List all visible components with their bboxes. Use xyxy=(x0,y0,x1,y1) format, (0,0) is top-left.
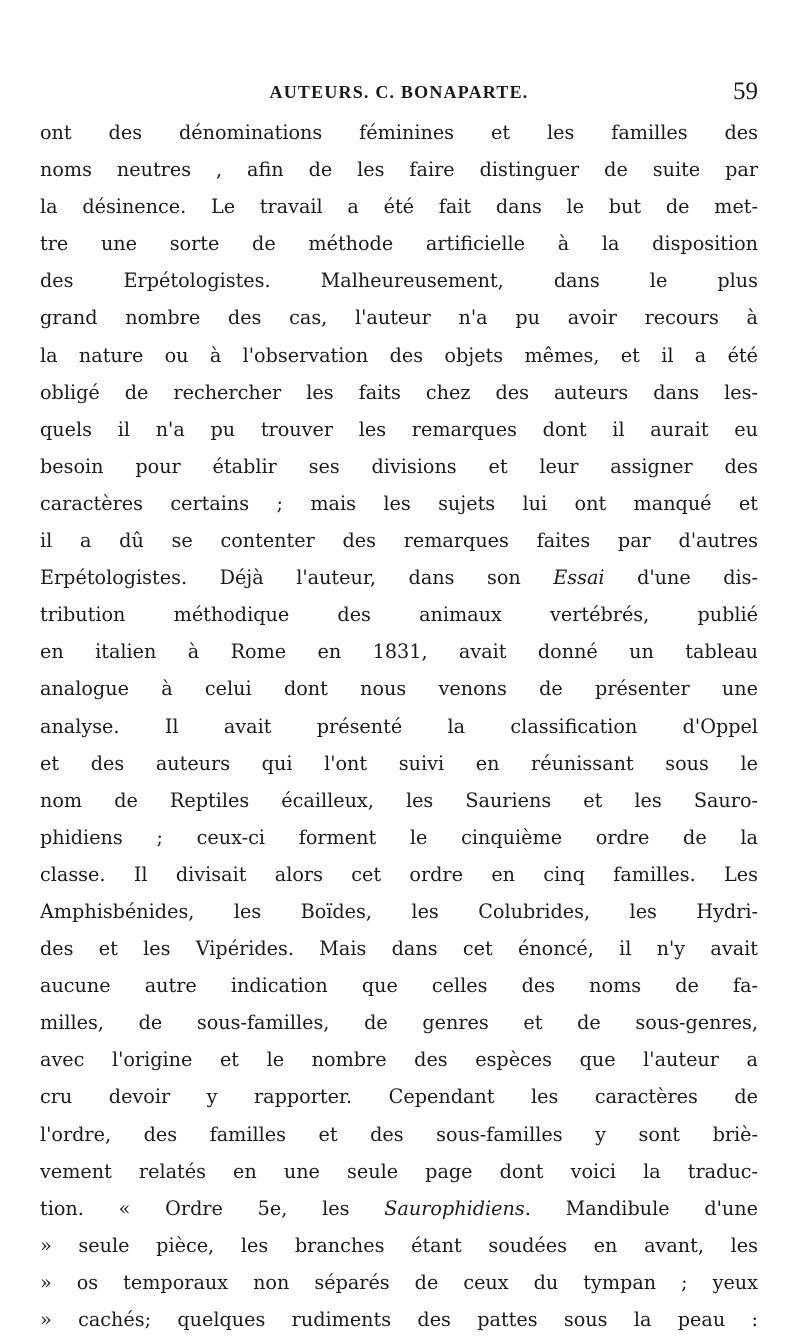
text-line xyxy=(40,1004,758,1041)
text-line-content: des Erpétologistes. Malheureusement, dans le plus xyxy=(40,269,758,293)
text-line xyxy=(40,1153,758,1190)
text-line-content: ont des dénominations féminines et les familles des xyxy=(40,121,758,144)
text-line-content: en italien à Rome en 1831, avait donné un tableau xyxy=(40,640,758,664)
text-line-content: cru devoir y rapporter. Cependant les caractères de xyxy=(40,1085,758,1109)
text-line-content: avec l'origine et le nombre des espèces que l'auteur a xyxy=(40,1048,758,1072)
running-head xyxy=(40,78,758,108)
text-line-content: la désinence. Le travail a été fait dans le but de met- xyxy=(40,195,758,219)
text-line-content: Erpétologistes. Déjà l'auteur, dans son xyxy=(40,566,554,590)
text-line xyxy=(40,1041,758,1078)
body-text xyxy=(40,114,758,1338)
text-line xyxy=(40,1078,758,1115)
text-line-content: la nature ou à l'observation des objets mêmes, et il a été xyxy=(40,343,758,367)
text-line-content: grand nombre des cas, l'auteur n'a pu avoir recours à xyxy=(40,306,758,330)
text-line-content: » cachés; quelques rudiments des pattes sous la peau : xyxy=(40,1308,758,1331)
text-line xyxy=(40,559,758,596)
text-line-content: » seule pièce, les branches étant soudées en avant, les xyxy=(40,1233,758,1257)
text-line xyxy=(40,893,758,930)
text-line xyxy=(40,151,758,188)
text-line-content: phidiens ; ceux-ci forment le cinquième ordre de la xyxy=(40,825,758,849)
text-line xyxy=(40,374,758,411)
text-line-content: besoin pour établir ses divisions et leur assigner des xyxy=(40,454,758,478)
text-line-content: caractères certains ; mais les sujets lui ont manqué et xyxy=(40,491,758,515)
text-line xyxy=(40,225,758,262)
text-line xyxy=(40,448,758,485)
text-line-content: analogue à celui dont nous venons de présenter une xyxy=(40,677,758,701)
text-line xyxy=(40,522,758,559)
text-line-content: obligé de rechercher les faits chez des auteurs dans les- xyxy=(40,380,758,404)
text-line-content: milles, de sous-familles, de genres et de sous-genres, xyxy=(40,1011,758,1035)
text-line xyxy=(40,114,758,151)
text-line xyxy=(40,411,758,448)
text-line xyxy=(40,708,758,745)
italic-title-saurophidiens: Saurophidiens xyxy=(384,1196,525,1220)
text-line xyxy=(40,1301,758,1338)
text-line-content: il a dû se contenter des remarques faites par d'autres xyxy=(40,529,758,553)
italic-title-essai: Essai xyxy=(553,566,605,590)
text-line-content: nom de Reptiles écailleux, les Sauriens et les Sauro- xyxy=(40,788,758,812)
text-line xyxy=(40,745,758,782)
text-line-content: Amphisbénides, les Boïdes, les Colubrides, les Hydri- xyxy=(40,899,758,923)
text-line xyxy=(40,188,758,225)
text-line-content: tre une sorte de méthode artificielle à la disposition xyxy=(40,232,758,256)
text-line-content: et des auteurs qui l'ont suivi en réunissant sous le xyxy=(40,751,758,775)
text-line-content: tribution méthodique des animaux vertébrés, publié xyxy=(40,603,758,627)
text-line xyxy=(40,633,758,670)
text-line xyxy=(40,930,758,967)
text-line-content: des et les Vipérides. Mais dans cet énoncé, il n'y avait xyxy=(40,937,758,961)
text-line-content: quels il n'a pu trouver les remarques dont il aurait eu xyxy=(40,417,758,441)
page-number: 59 xyxy=(733,78,758,105)
text-line-content: aucune autre indication que celles des noms de fa- xyxy=(40,974,758,998)
text-line xyxy=(40,967,758,1004)
text-line-content: . Mandibule d'une xyxy=(524,1196,758,1220)
text-line-content: tion. « Ordre 5e, les xyxy=(40,1196,385,1220)
text-line-content: d'une dis- xyxy=(604,566,758,590)
running-title: AUTEURS. C. BONAPARTE. xyxy=(269,82,529,102)
text-line-content: » os temporaux non séparés de ceux du tympan ; yeux xyxy=(40,1270,758,1294)
text-line-content: l'ordre, des familles et des sous-familles y sont briè- xyxy=(40,1122,758,1146)
text-line xyxy=(40,1227,758,1264)
text-line-content: analyse. Il avait présenté la classification d'Oppel xyxy=(40,714,758,738)
text-line xyxy=(40,819,758,856)
text-line xyxy=(40,1264,758,1301)
text-line xyxy=(40,485,758,522)
text-line xyxy=(40,856,758,893)
text-line xyxy=(40,1190,758,1227)
text-line xyxy=(40,337,758,374)
text-line-content: vement relatés en une seule page dont voici la traduc- xyxy=(40,1159,758,1183)
text-line-content: noms neutres , afin de les faire distinguer de suite par xyxy=(40,158,758,182)
text-line xyxy=(40,299,758,336)
text-line xyxy=(40,262,758,299)
text-line xyxy=(40,782,758,819)
text-line-content: classe. Il divisait alors cet ordre en cinq familles. Les xyxy=(40,862,758,886)
text-line xyxy=(40,1116,758,1153)
text-line xyxy=(40,596,758,633)
text-line xyxy=(40,670,758,707)
